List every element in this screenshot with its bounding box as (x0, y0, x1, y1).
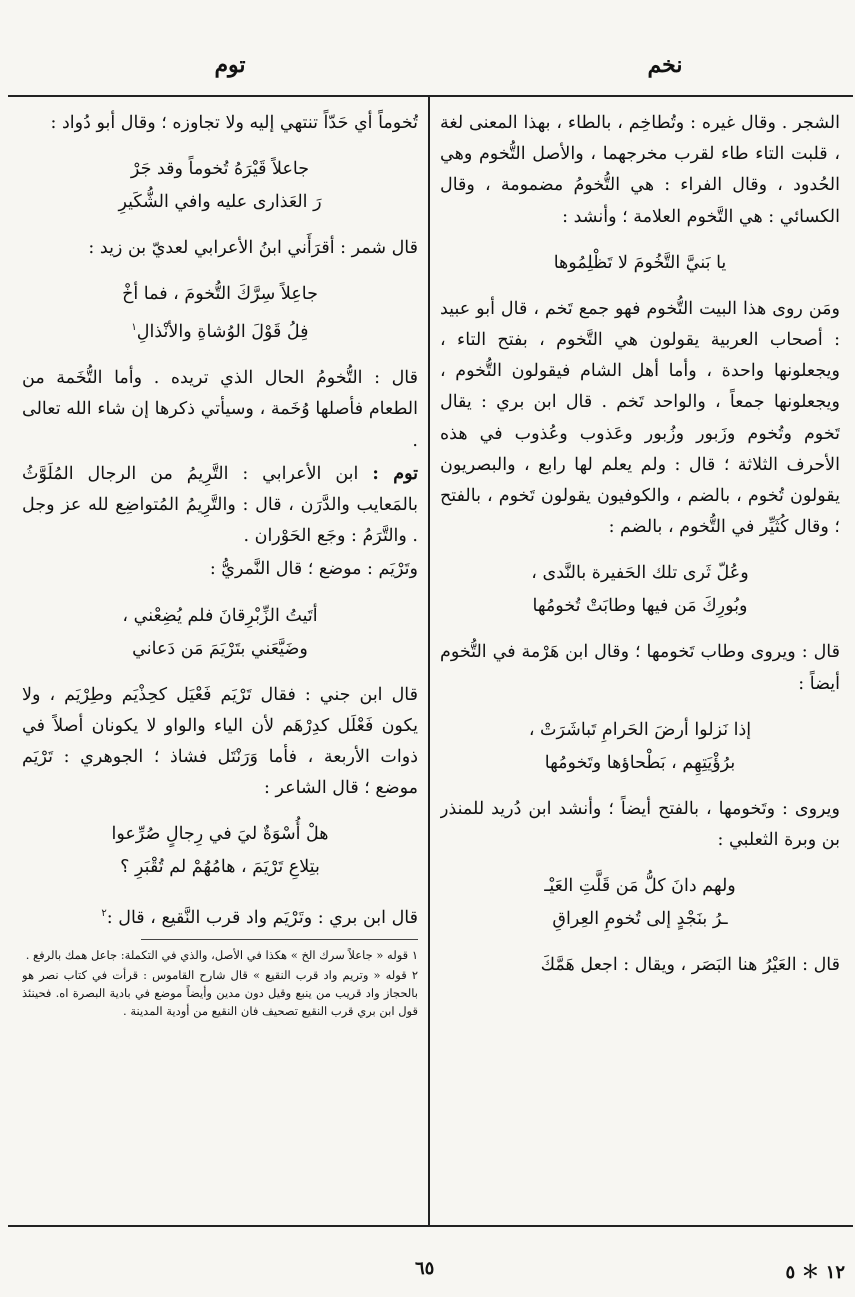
verse-line: جاعِلاً سِرَّكَ التُّخومَ ، فما أخْ (122, 284, 318, 305)
verse-line: ـرُ بنَجْدٍ إلى تُخومِ العِراقِ (552, 909, 728, 930)
verse-line: جاعلاً قَيْرَهُ تُخوماً وقد جَرْ (130, 159, 310, 180)
verse-line: وضَيَّعَني بتَرْيَمَ مَن دَعاني (132, 638, 308, 659)
verse-line: برُؤْيَتِهِم ، بَطْحاؤها وتَخومُها (544, 752, 736, 773)
paragraph: الشجر . وقال غيره : وتُطاخِم ، بالطاء ، بهذا المعنى لغة ، قلبت التاء طاء لقرب مخرجهما ، والأصل التُّخوم وهي الحُدود ، وقال الفراء : هي التُّخومُ مضمومة ، وقال الكسائي : هي التَّخوم العلامة ؛ وأنشد : (440, 113, 840, 227)
verse (440, 557, 840, 623)
top-rule (8, 95, 853, 97)
paragraph: ومَن روى هذا البيت التُّخوم فهو جمع تَخم ، قال أبو عبيد : أصحاب العربية يقولون هي التَّخوم ، بفتح التاء ، ويجعلونها واحدة ، وأما أهل الشام فيقولون التُّخوم ، ويجعلونها جمعاً ، والواحد تَخم . قال ابن بري : يقال تَخوم وتُخوم وزَبور وزُبور وعَذوب وعُذوب في هذه الأحرف الثلاثة ؛ قال : ولم يعلم لها رابع ، والبصريون يقولون تُخوم ، بالضم ، والكوفيون يقولون تَخوم ، بالفتح ؛ وقال كُثَيِّر في التُّخوم ، بالضم : (440, 298, 840, 538)
footnote: ٢ قوله « وتريم واد قرب النقيع » قال شارح القاموس : قرأت في كتاب نصر هو بالحجاز واد قريب من ينبع وقيل دون مدين وأيضاً موضع في بادية البصرة اه. فحينئذ قول ابن بري قرب النقيع تصحيف فان النقيع من أودية المدينة . (22, 967, 418, 1018)
verse (22, 818, 418, 884)
verse-line: رَ العَذارى عليه وافي الشُّكَيرِ (118, 192, 322, 213)
verse (440, 870, 840, 936)
paragraph (22, 459, 418, 553)
paragraph: ويروى : وتَخومها ، بالفتح أيضاً ؛ وأنشد ابن دُريد للمنذر بن وبرة الثعلبي : (440, 798, 840, 851)
verse-line: أتَيتُ الزِّبْرِقانَ فلم يُضِعْني ، (122, 605, 318, 626)
entry-text: ابن الأعرابي : التَّرِيمُ من الرجال المُلَوَّثُ بالمَعايب والدَّرَن ، قال : والتَّرِيمُ المُتواضِع لله عز وجل . والتَّرَمُ : وجَع الحَوْران . (22, 463, 418, 547)
right-column-header: نخم (647, 52, 683, 78)
signature-mark: ١٢ ＊ ٥ (785, 1262, 845, 1283)
verse-line (22, 311, 418, 349)
verse-line: وعُلّ ثَرى تلك الحَفيرة بالنَّدى ، (531, 563, 749, 584)
paragraph-text: قال ابن بري : وتَرْيَم واد قرب النَّقيع ، قال : (106, 908, 418, 929)
paragraph: قال : العَيْرُ هنا البَصَر ، ويقال : اجعل هَمَّكَ (540, 955, 840, 976)
column-divider (428, 97, 430, 1225)
paragraph: تُخوماً أي حَدّاً تنتهي إليه ولا تجاوزه ؛ وقال أبو دُواد : (50, 113, 418, 133)
verse-text: فِلُ قَوْلَ الوُشاةِ والأنْذالِ (136, 322, 309, 343)
verse-line: هلْ أُسْوَةٌ ليَ في رِجالٍ صُرِّعوا (111, 824, 329, 845)
right-column (440, 108, 840, 1223)
verse (22, 600, 418, 666)
verse-line: ولهم دانَ كلُّ مَن قَلَّتِ العَيْـ (544, 876, 736, 897)
verse-line: يا بَنيَّ التَّخُومَ لا تَظْلِمُوها (553, 252, 727, 273)
paragraph: قال شمر : أقرَأَني ابنُ الأعرابي لعديّ بن زيد : (88, 238, 418, 259)
paragraph (22, 898, 418, 934)
verse (22, 278, 418, 349)
footnote-marker: ٢ (101, 908, 107, 920)
left-column-header: توم (214, 52, 246, 78)
paragraph: قال : التُّخومُ الحال الذي تريده . وأما التُّخَمة من الطعام فأصلها وُخَمة ، وسيأتي ذكرها إن شاء الله تعالى . (22, 368, 418, 451)
verse (440, 247, 840, 280)
verse (440, 714, 840, 780)
verse-line: وبُورِكَ مَن فيها وطابَتْ تُخومُها (532, 596, 748, 617)
left-column (22, 108, 418, 1223)
verse-line: بتِلاعِ تَرْيَمَ ، هامُهُمْ لم تُقْبَرِ ؟ (120, 857, 320, 878)
footnote-marker: ١ (131, 322, 137, 334)
page-number: ٦٥ (415, 1258, 435, 1279)
footnote-separator (141, 939, 418, 940)
verse (22, 153, 418, 219)
entry-headword: توم : (372, 463, 418, 484)
footnote: ١ قوله « جاعلاً سرك الخ » هكذا في الأصل، والذي في التكملة: جاعل همك بالرفع . (25, 947, 418, 962)
bottom-rule (8, 1225, 853, 1227)
paragraph: قال : ويروى وطاب تَخومها ؛ وقال ابن هَرْمة في التُّخوم أيضاً : (440, 642, 840, 694)
verse-line: إذا نَزلوا أرضَ الحَرامِ تَباشَرَتْ ، (528, 719, 752, 740)
footnotes (22, 946, 418, 1020)
paragraph: وتَرْيَم : موضع ؛ قال النَّمريُّ : (209, 559, 418, 580)
paragraph: قال ابن جني : فقال تَرْيَم فَعْيَل كحِذْيَم وطِرْيَم ، ولا يكون فَعْلَل كدِرْهَم لأن الياء والواو لا يكونان أصلاً في ذوات الأربعة ، فأما وَرَنْتَل فشاذ ؛ الجوهري : تَرْيَم موضع ؛ قال الشاعر : (22, 684, 418, 799)
